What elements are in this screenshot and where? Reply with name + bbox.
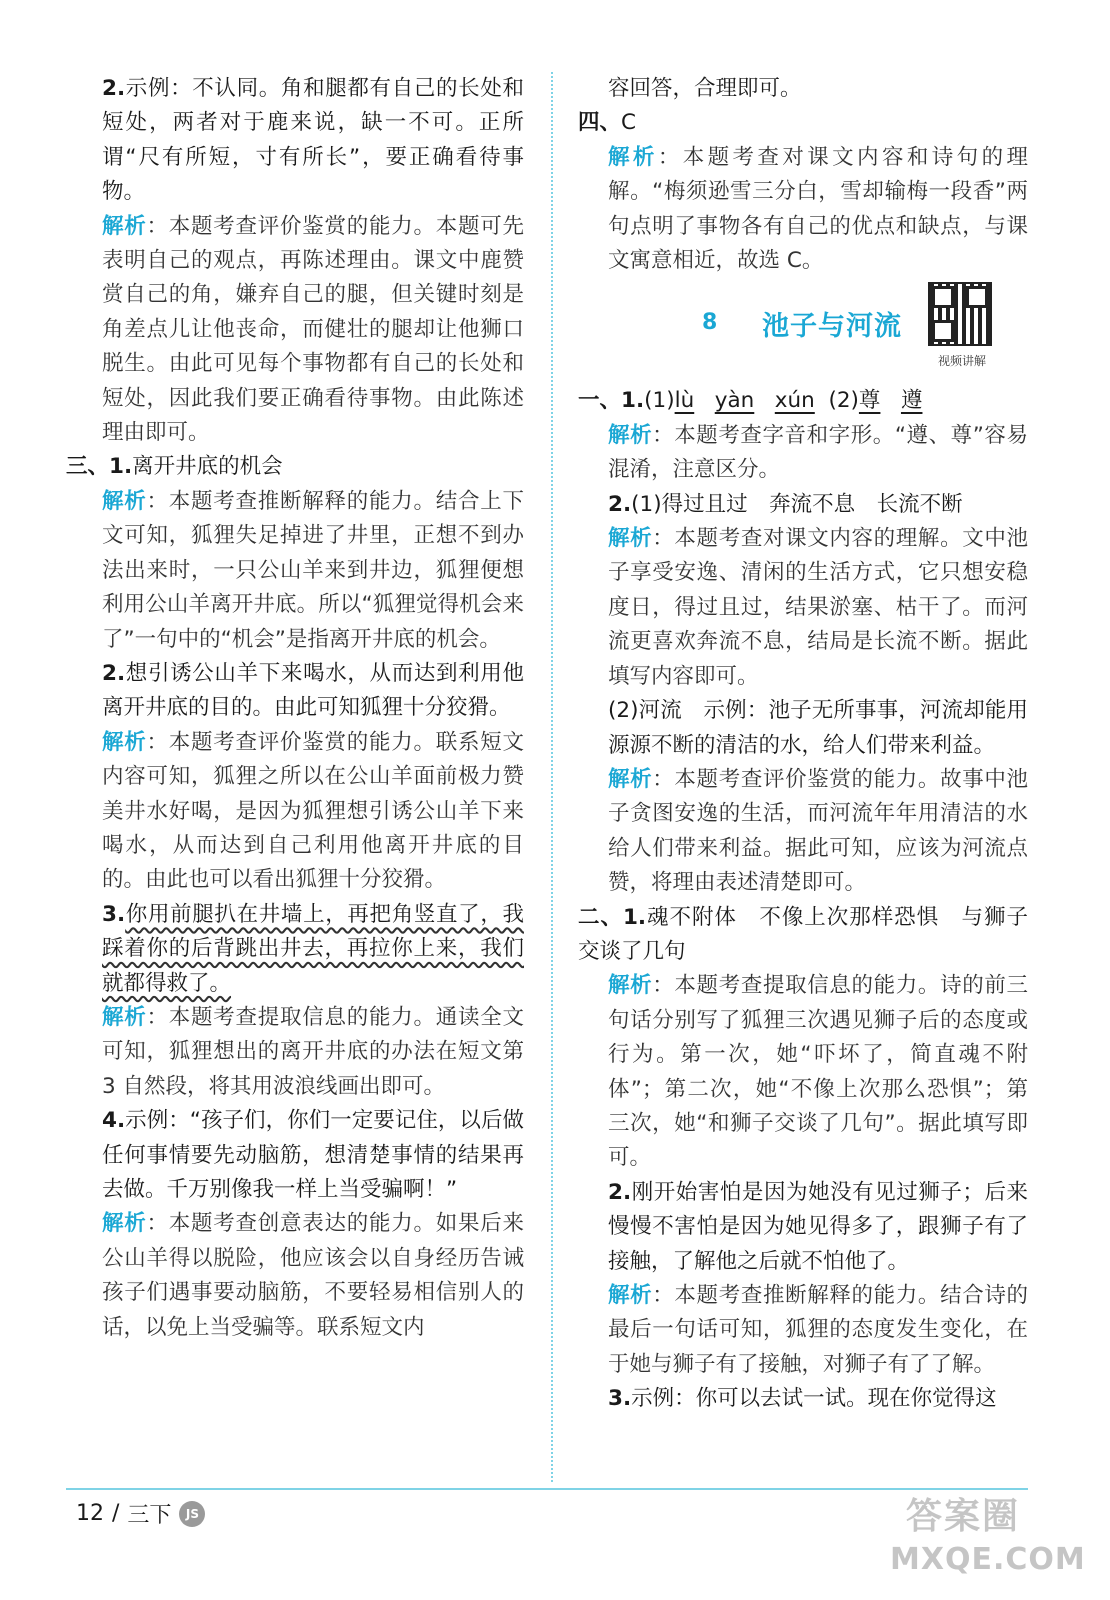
lesson-header <box>578 282 1028 378</box>
char-1: 尊 <box>858 388 881 414</box>
analysis-label: 解析 <box>608 526 653 552</box>
section-4-answer-text: C <box>621 110 637 136</box>
analysis-label: 解析 <box>608 144 658 170</box>
s1q2-number: 2. <box>608 491 632 517</box>
lesson-number: 8 <box>702 310 718 336</box>
s3q1-answer <box>66 450 524 484</box>
watermark <box>890 1488 1090 1588</box>
s2q1-analysis <box>578 969 1028 1175</box>
s3q2-analysis-text: ：本题考查评价鉴赏的能力。联系短文内容可知，狐狸之所以在公山羊面前极力赞美井水好喝，是因为狐狸想引诱公山羊下来喝水，从而达到自己利用他离开井底的目的。由此也可以看出狐狸十分狡猾。 <box>102 729 524 893</box>
section-4-analysis-text: ：本题考查对课文内容和诗句的理解。“梅须逊雪三分白，雪却输梅一段香”两句点明了事物各有自己的优点和缺点，与课文寓意相近，故选 C。 <box>608 144 1028 274</box>
s3q3-analysis <box>66 1001 524 1104</box>
left-column <box>66 72 524 1345</box>
char-2: 遵 <box>900 388 923 414</box>
s1q2-analysis-2-text: ：本题考查评价鉴赏的能力。故事中池子贪图安逸的生活，而河流年年用清洁的水给人们带来利益。据此可知，应该为河流点赞，将理由表述清楚即可。 <box>608 766 1028 896</box>
s1q2-analysis <box>578 522 1028 694</box>
s3q2-answer-text: 想引诱公山羊下来喝水，从而达到利用他离开井底的目的。由此可知狐狸十分狡猾。 <box>102 660 524 721</box>
lesson-title: 池子与河流 <box>762 311 902 343</box>
s2q2-answer-text: 刚开始害怕是因为她没有见过狮子；后来慢慢不害怕是因为她见得多了，跟狮子有了接触，了解他之后就不怕他了。 <box>608 1179 1028 1274</box>
s1q1-answer <box>578 384 1028 418</box>
s1q1-number: 1. <box>621 388 645 414</box>
s1q1-analysis-text: ：本题考查字音和字形。“遵、尊”容易混淆，注意区分。 <box>608 422 1028 483</box>
section-1-label: 一、 <box>578 388 622 414</box>
pinyin-2: yàn <box>714 388 755 414</box>
s1q2-answer-2: (2)河流 示例：池子无所事事，河流却能用源源不断的清洁的水，给人们带来利益。 <box>608 698 1028 758</box>
s3q4-analysis-text: ：本题考查创意表达的能力。如果后来公山羊得以脱险，他应该会以自身经历告诫孩子们遇事要动脑筋，不要轻易相信别人的话，以免上当受骗等。联系短文内 <box>102 1211 524 1340</box>
s3q1-analysis-text: ：本题考查推断解释的能力。结合上下文可知，狐狸失足掉进了井里，正想不到办法出来时，一只公山羊来到井边，狐狸便想利用公山羊离开井底。所以“狐狸觉得机会来了”一句中的“机会”是指离开井底的机会。 <box>102 488 524 652</box>
analysis-label: 解析 <box>608 973 653 999</box>
s2q1-answer <box>578 901 1028 970</box>
s2q3-number: 3. <box>608 1386 632 1412</box>
q2-answer <box>66 72 524 210</box>
analysis-label: 解析 <box>102 488 147 514</box>
q2-number: 2. <box>102 76 126 101</box>
analysis-label: 解析 <box>102 1004 147 1030</box>
analysis-label: 解析 <box>102 1211 147 1237</box>
s2q2-analysis-text: ：本题考查推断解释的能力。结合诗的最后一句话可知，狐狸的态度发生变化，在于她与狮子有了接触，对狮子有了了解。 <box>608 1283 1028 1377</box>
s2q1-number: 1. <box>622 904 647 930</box>
s3q1-number: 1. <box>109 454 133 480</box>
s3q3-answer-text: 你用前腿扒在井墙上，再把角竖直了，我踩着你的后背跳出井去，再拉你上来，我们就都得救了。 <box>102 901 524 996</box>
section-4-analysis <box>578 141 1028 279</box>
s3q1-answer-text: 离开井底的机会 <box>132 454 283 480</box>
section-4-answer <box>578 106 1028 140</box>
s3q2-number: 2. <box>102 660 126 686</box>
footer-rule <box>66 1488 1028 1490</box>
q2-analysis-text: ：本题考查评价鉴赏的能力。本题可先表明自己的观点，再陈述理由。课文中鹿赞赏自己的角，嫌弃自己的腿，但关键时刻是角差点儿让他丧命，而健壮的腿却让他狮口脱生。由此可见每个事物都有自己的长处和短处，因此我们要正确看待事物。由此陈述理由即可。 <box>102 213 524 446</box>
qr-code-icon[interactable] <box>928 282 992 346</box>
qr-caption: 视频讲解 <box>937 354 986 369</box>
pinyin-1: lù <box>674 388 695 414</box>
s3q2-analysis <box>66 726 524 898</box>
s3q4-answer-text: 示例：“孩子们，你们一定要记住，以后做任何事情要先动脑筋，想清楚事情的结果再去做。千万别像我一样上当受骗啊！” <box>102 1108 524 1202</box>
q2-answer-text: 示例：不认同。角和腿都有自己的长处和短处，两者对于鹿来说，缺一不可。正所谓“尺有所短，寸有所长”，要正确看待事物。 <box>102 76 524 205</box>
column-divider <box>551 72 553 1482</box>
analysis-label: 解析 <box>608 1283 653 1308</box>
s1q2-analysis-text: ：本题考查对课文内容的理解。文中池子享受安逸、清闲的生活方式，它只想安稳度日，得过且过，结果淤塞、枯干了。而河流更喜欢奔流不息，结局是长流不断。据此填写内容即可。 <box>608 526 1028 689</box>
s3q4-analysis <box>66 1207 524 1345</box>
s2q2-analysis <box>578 1279 1028 1382</box>
continued-text: 容回答，合理即可。 <box>608 76 802 101</box>
grade-label: 三下 <box>127 1503 172 1528</box>
q2-analysis <box>66 210 524 451</box>
s3q4-answer <box>66 1104 524 1207</box>
s2q3-answer <box>578 1382 1028 1416</box>
page-number: 12 <box>76 1501 104 1526</box>
right-column <box>578 72 1028 1417</box>
analysis-label: 解析 <box>608 766 653 792</box>
section-4-label: 四、 <box>578 110 622 136</box>
s1q2-answer <box>578 488 1028 522</box>
s3q3-analysis-text: ：本题考查提取信息的能力。通读全文可知，狐狸想出的离开井底的办法在短文第 3 自然段，将其用波浪线画出即可。 <box>102 1004 524 1099</box>
s2q3-answer-text: 示例：你可以去试一试。现在你觉得这 <box>631 1386 997 1412</box>
section-2-label: 二、 <box>578 904 623 930</box>
analysis-label: 解析 <box>102 213 147 239</box>
s1q2-analysis-2 <box>578 763 1028 901</box>
analysis-label: 解析 <box>102 729 147 755</box>
watermark-line2: MXQE.COM <box>890 1542 1086 1577</box>
pinyin-3: xún <box>774 388 815 414</box>
s1q1-part2: (2) <box>828 388 859 414</box>
s1q1-analysis <box>578 419 1028 488</box>
analysis-label: 解析 <box>608 422 653 448</box>
s2q1-answer-text: 魂不附体 不像上次那样恐惧 与狮子交谈了几句 <box>578 904 1028 964</box>
page-footer <box>76 1498 205 1529</box>
s1q1-part1: (1) <box>644 388 675 414</box>
s3q4-number: 4. <box>102 1108 126 1134</box>
s3q3-answer <box>66 898 524 1001</box>
s3q3-number: 3. <box>102 901 126 927</box>
s2q2-number: 2. <box>608 1179 632 1205</box>
s2q1-analysis-text: ：本题考查提取信息的能力。诗的前三句话分别写了狐狸三次遇见狮子后的态度或行为。第一次，她“吓坏了，简直魂不附体”；第二次，她“不像上次那么恐惧”；第三次，她“和狮子交谈了几句”。据此填写即可。 <box>608 973 1028 1171</box>
js-badge-icon: JS <box>179 1501 205 1527</box>
s3q2-answer <box>66 657 524 726</box>
s3q1-analysis <box>66 485 524 657</box>
watermark-line1: 答案圈 <box>906 1496 1021 1537</box>
footer-separator: / <box>112 1501 120 1526</box>
section-3-label: 三、 <box>66 454 110 480</box>
s1q2-answer-text: (1)得过且过 奔流不息 长流不断 <box>631 491 963 517</box>
s2q2-answer <box>578 1176 1028 1279</box>
